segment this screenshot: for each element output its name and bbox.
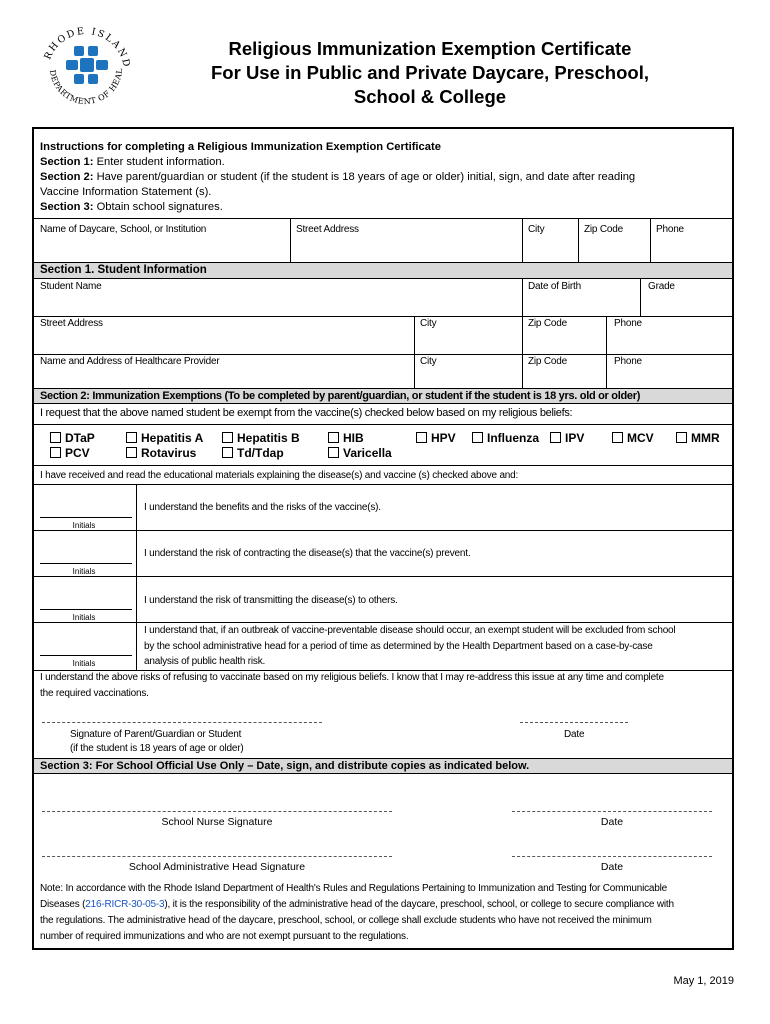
- admin-signature-line[interactable]: [42, 856, 392, 857]
- healthcare-provider-field[interactable]: Name and Address of Healthcare Provider: [40, 356, 220, 367]
- instructions-heading: Instructions for completing a Religious Immunization Exemption Certificate: [40, 141, 441, 153]
- student-street-field[interactable]: Street Address: [40, 318, 103, 329]
- outbreak-text-1: I understand that, if an outbreak of vaccine-preventable disease should occur, an exempt student will be excluded from school: [144, 625, 676, 636]
- institution-name-field[interactable]: Name of Daycare, School, or Institution: [40, 224, 207, 235]
- admin-date-line[interactable]: [512, 856, 712, 857]
- provider-city-field[interactable]: City: [420, 356, 437, 367]
- initials-line-4[interactable]: [40, 655, 132, 656]
- institution-street-field[interactable]: Street Address: [296, 224, 359, 235]
- note-line-4: number of required immunizations and who are not exempt pursuant to the regulations.: [40, 931, 409, 942]
- institution-zip-field[interactable]: Zip Code: [584, 224, 623, 235]
- instruction-section2-cont: Vaccine Information Statement (s).: [40, 186, 212, 198]
- instruction-section1: Section 1: Enter student information.: [40, 156, 225, 168]
- vaccine-varicella[interactable]: Varicella: [328, 446, 392, 460]
- exemption-form: [32, 127, 734, 950]
- checkbox[interactable]: [126, 432, 137, 443]
- student-phone-field[interactable]: Phone: [614, 318, 642, 329]
- nurse-date-label: Date: [600, 816, 624, 828]
- vaccine-mmr[interactable]: MMR: [676, 431, 720, 445]
- section3-title: Section 3: For School Official Use Only – Date, sign, and distribute copies as indicated below.: [34, 759, 732, 773]
- checkbox[interactable]: [328, 432, 339, 443]
- initials-line-1[interactable]: [40, 517, 132, 518]
- title-line-3: School & College: [353, 86, 507, 107]
- initials-line-2[interactable]: [40, 563, 132, 564]
- nurse-signature-label: School Nurse Signature: [161, 816, 273, 828]
- checkbox[interactable]: [472, 432, 483, 443]
- institution-phone-field[interactable]: Phone: [656, 224, 684, 235]
- vaccine-td-tdap[interactable]: Td/Tdap: [222, 446, 284, 460]
- svg-text:RHODE ISLAND: RHODE ISLAND: [42, 25, 133, 70]
- vaccine-dtap[interactable]: DTaP: [50, 431, 95, 445]
- outbreak-text-2: by the school administrative head for a period of time as determined by the Health Department based on a case-by-case: [144, 641, 653, 652]
- vaccine-influenza[interactable]: Influenza: [472, 431, 539, 445]
- checkbox[interactable]: [50, 447, 61, 458]
- exemption-request-text: I request that the above named student be exempt from the vaccine(s) checked below based on my religious beliefs:: [40, 407, 573, 419]
- initials-label: Initials: [72, 613, 96, 622]
- understand-transmitting-text: I understand the risk of transmitting the disease(s) to others.: [144, 595, 398, 606]
- svg-text:DEPARTMENT OF HEALTH: DEPARTMENT OF HEAL: [47, 68, 125, 107]
- checkbox[interactable]: [328, 447, 339, 458]
- vaccine-pcv[interactable]: PCV: [50, 446, 90, 460]
- student-zip-field[interactable]: Zip Code: [528, 318, 567, 329]
- note-line-3: the regulations. The administrative head of the daycare, preschool, school, or college shall exclude students who have not received the minimum: [40, 915, 652, 926]
- vaccine-mcv[interactable]: MCV: [612, 431, 654, 445]
- refuse-text-1: I understand the above risks of refusing to vaccinate based on my religious beliefs. I know that I may re-address this issue at any time and complete: [40, 672, 664, 683]
- vaccine-hepatitis-b[interactable]: Hepatitis B: [222, 431, 300, 445]
- initials-label: Initials: [72, 567, 96, 576]
- checkbox[interactable]: [50, 432, 61, 443]
- provider-phone-field[interactable]: Phone: [614, 356, 642, 367]
- parent-date-line[interactable]: [520, 722, 628, 723]
- checkbox[interactable]: [612, 432, 623, 443]
- title-line-2: For Use in Public and Private Daycare, Preschool,: [211, 62, 649, 83]
- note-line-2: Diseases (216-RICR-30-05-3), it is the responsibility of the administrative head of the daycare, preschool, school, or college to secure compliance with: [40, 899, 674, 910]
- checkbox[interactable]: [676, 432, 687, 443]
- nurse-signature-line[interactable]: [42, 811, 392, 812]
- instruction-section2: Section 2: Have parent/guardian or student (if the student is 18 years of age or older) initial, sign, and date after reading: [40, 171, 636, 183]
- regulation-link[interactable]: 216-RICR-30-05-3: [85, 899, 165, 910]
- initials-label: Initials: [72, 659, 96, 668]
- checkbox[interactable]: [416, 432, 427, 443]
- vaccine-hib[interactable]: HIB: [328, 431, 364, 445]
- student-city-field[interactable]: City: [420, 318, 437, 329]
- vaccine-hepatitis-a[interactable]: Hepatitis A: [126, 431, 203, 445]
- institution-city-field[interactable]: City: [528, 224, 545, 235]
- vaccine-ipv[interactable]: IPV: [550, 431, 584, 445]
- ridoh-logo: [30, 10, 142, 122]
- outbreak-text-3: analysis of public health risk.: [144, 656, 266, 667]
- date-of-birth-field[interactable]: Date of Birth: [528, 281, 581, 292]
- parent-date-label: Date: [564, 729, 585, 740]
- section1-title: Section 1. Student Information: [34, 263, 732, 278]
- note-line-1: Note: In accordance with the Rhode Island Department of Health's Rules and Regulations Pertaining to Immunization and Testing for Communicable: [40, 883, 668, 894]
- understand-contracting-text: I understand the risk of contracting the disease(s) that the vaccine(s) prevent.: [144, 548, 471, 559]
- admin-date-label: Date: [600, 861, 624, 873]
- section2-title: Section 2: Immunization Exemptions (To be completed by parent/guardian, or student if the student is 18 yrs. old or older): [34, 389, 732, 403]
- checkbox[interactable]: [222, 447, 233, 458]
- checkbox[interactable]: [222, 432, 233, 443]
- initials-label: Initials: [72, 521, 96, 530]
- admin-signature-label: School Administrative Head Signature: [128, 861, 306, 873]
- checkbox[interactable]: [550, 432, 561, 443]
- parent-signature-label: Signature of Parent/Guardian or Student: [70, 729, 242, 740]
- instruction-section3: Section 3: Obtain school signatures.: [40, 201, 223, 213]
- title-line-1: Religious Immunization Exemption Certificate: [228, 38, 632, 59]
- initials-line-3[interactable]: [40, 609, 132, 610]
- refuse-text-2: the required vaccinations.: [40, 688, 149, 699]
- vaccine-hpv[interactable]: HPV: [416, 431, 456, 445]
- grade-field[interactable]: Grade: [648, 281, 675, 292]
- page-title: [150, 37, 710, 109]
- checkbox[interactable]: [126, 447, 137, 458]
- received-materials-text: I have received and read the educational materials explaining the disease(s) and vaccine (s) checked above and:: [40, 470, 519, 481]
- revision-date: May 1, 2019: [673, 975, 734, 987]
- nurse-date-line[interactable]: [512, 811, 712, 812]
- understand-benefits-text: I understand the benefits and the risks of the vaccine(s).: [144, 502, 381, 513]
- vaccine-rotavirus[interactable]: Rotavirus: [126, 446, 196, 460]
- student-name-field[interactable]: Student Name: [40, 281, 102, 292]
- parent-signature-sublabel: (if the student is 18 years of age or older): [70, 743, 244, 754]
- provider-zip-field[interactable]: Zip Code: [528, 356, 567, 367]
- parent-signature-line[interactable]: [42, 722, 322, 723]
